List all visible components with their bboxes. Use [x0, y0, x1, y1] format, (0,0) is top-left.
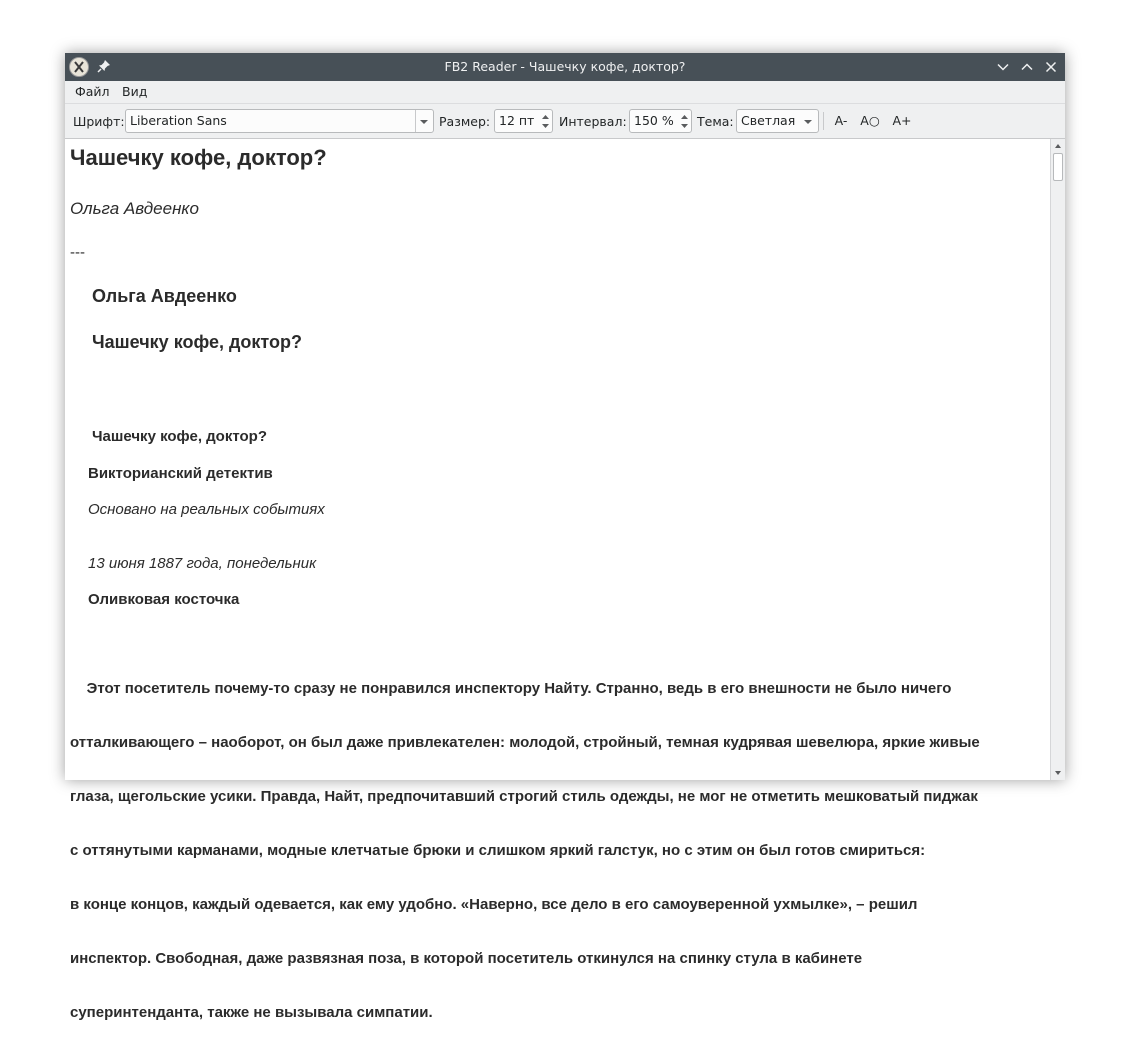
menu-bar: [65, 81, 1065, 103]
section-author: Ольга Авдеенко: [92, 286, 237, 306]
size-spinbox[interactable]: [494, 109, 553, 133]
chapter-title: Оливковая косточка: [88, 591, 240, 608]
spin-down-icon[interactable]: [680, 123, 689, 129]
theme-label: Тема:: [697, 114, 734, 129]
paragraph-line: отталкивающего – наоборот, он был даже привлекателен: молодой, стройный, темная кудрявая шевелюра, яркие живые: [70, 734, 980, 751]
epigraph: Основано на реальных событиях: [88, 501, 325, 518]
close-icon[interactable]: [1043, 59, 1059, 75]
paragraph: [70, 644, 980, 1058]
chevron-down-icon: [418, 118, 430, 126]
size-value: 12 пт: [499, 113, 535, 128]
chevron-down-icon: [802, 118, 814, 126]
spin-down-icon[interactable]: [541, 123, 550, 129]
spacing-value: 150 %: [634, 113, 674, 128]
paragraph-line: с оттянутыми карманами, модные клетчатые брюки и слишком яркий галстук, но с этим он был готов смириться:: [70, 842, 926, 859]
book-title: Чашечку кофе, доктор?: [70, 145, 327, 170]
menu-file[interactable]: Файл: [75, 84, 110, 99]
separator-text: ---: [70, 244, 85, 261]
scrollbar-thumb[interactable]: [1053, 153, 1063, 181]
font-value: Liberation Sans: [130, 113, 227, 128]
chapter-date: 13 июня 1887 года, понедельник: [88, 555, 317, 572]
genre: Викторианский детектив: [88, 465, 273, 482]
reset-font-button[interactable]: A○: [860, 113, 880, 128]
menu-view[interactable]: Вид: [122, 84, 148, 99]
vertical-scrollbar[interactable]: [1050, 139, 1065, 780]
paragraph-line: инспектор. Свободная, даже развязная поза, в которой посетитель откинулся на спинку стула в кабинете: [70, 950, 863, 967]
increase-font-button[interactable]: A+: [892, 113, 912, 128]
reader-window: [65, 53, 1065, 1021]
maximize-icon[interactable]: [1019, 59, 1035, 75]
font-combobox[interactable]: [125, 109, 434, 133]
spacing-spinbox[interactable]: [629, 109, 692, 133]
spacing-label: Интервал:: [559, 114, 627, 129]
theme-combobox[interactable]: [736, 109, 819, 133]
book-content: [65, 139, 1050, 1021]
theme-value: Светлая: [741, 113, 796, 128]
window-title: FB2 Reader - Чашечку кофе, доктор?: [444, 59, 686, 74]
minimize-icon[interactable]: [995, 59, 1011, 75]
scroll-up-icon[interactable]: [1054, 143, 1062, 149]
paragraph-line: суперинтенданта, также не вызывала симпатии.: [70, 1004, 433, 1021]
decrease-font-button[interactable]: A-: [834, 113, 848, 128]
section-title: Чашечку кофе, доктор?: [92, 332, 302, 352]
spin-up-icon[interactable]: [680, 114, 689, 120]
font-label: Шрифт:: [73, 114, 125, 129]
title-bar: [65, 53, 1065, 81]
paragraph-line: в конце концов, каждый одевается, как ему удобно. «Наверно, все дело в его самоуверенной ухмылке», – решил: [70, 896, 918, 913]
size-label: Размер:: [439, 114, 491, 129]
scroll-down-icon[interactable]: [1054, 770, 1062, 776]
paragraph-line: Этот посетитель почему-то сразу не понравился инспектору Найту. Странно, ведь в его внешности не было ничего: [70, 680, 952, 697]
book-author: Ольга Авдеенко: [70, 199, 199, 218]
toolbar-separator: [823, 112, 824, 130]
paragraph-line: глаза, щегольские усики. Правда, Найт, предпочитавший строгий стиль одежды, не мог не отметить мешковатый пиджак: [70, 788, 978, 805]
subtitle: Чашечку кофе, доктор?: [92, 428, 267, 445]
spin-up-icon[interactable]: [541, 114, 550, 120]
toolbar: [65, 103, 1065, 139]
